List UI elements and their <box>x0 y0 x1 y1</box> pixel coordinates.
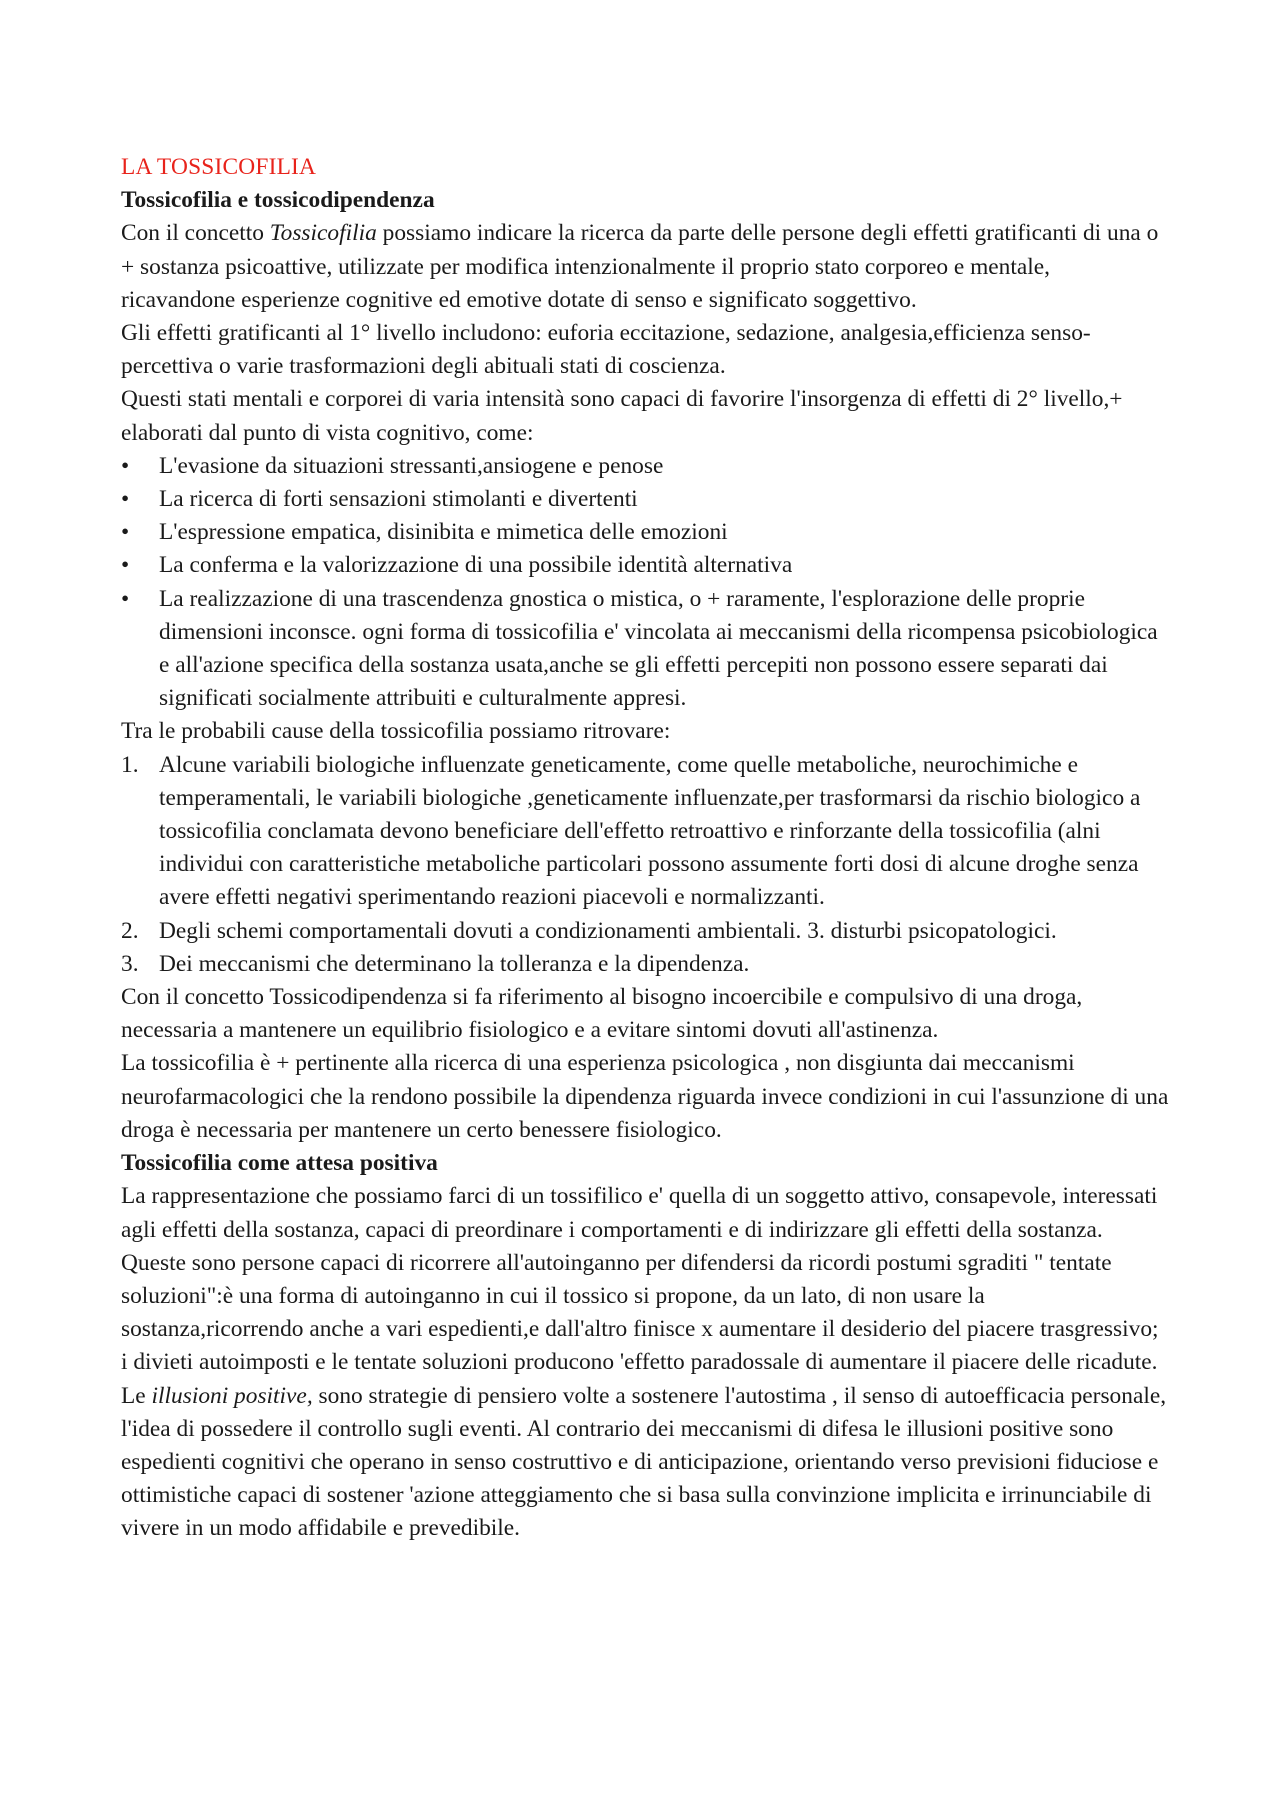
list-item <box>121 948 1170 981</box>
list-item-text: Degli schemi comportamentali dovuti a condizionamenti ambientali. 3. disturbi psicopatologici. <box>159 917 1057 944</box>
list-item <box>121 749 1170 915</box>
list-item-text: Dei meccanismi che determinano la tolleranza e la dipendenza. <box>159 950 750 977</box>
bullet-marker: • <box>121 552 130 579</box>
bullet-marker: • <box>121 452 130 479</box>
attesa-positiva-paragraph <box>121 1180 1170 1545</box>
intro-text-post: possiamo indicare la ricerca da parte delle persone degli effetti gratificanti di una o + sostanza psicoattive, utilizzate per modifica intenzionalmente il proprio stato corporeo e mentale, ricavandone esperienze cognitive ed emotive dotate di senso e significato soggettivo. <box>121 220 1159 313</box>
list-item <box>121 516 1170 549</box>
effects-bullet-list <box>121 450 1170 716</box>
tossicofilia-vs-dipendenza-paragraph: La tossicofilia è + pertinente alla ricerca di una esperienza psicologica , non disgiunta dai meccanismi neurofarmacologici che la rendono possibile la dipendenza riguarda invece condizioni in cui l'assunzione di una droga è necessaria per mantenere un certo benessere fisiologico. <box>121 1050 1169 1143</box>
list-item <box>121 915 1170 948</box>
attesa-text-post: sono strategie di pensiero volte a sostenere l'autostima , il senso di autoefficacia personale, l'idea di possedere il controllo sugli eventi. Al contrario dei meccanismi di difesa le illusioni positive sono espedienti cognitivi che operano in senso costruttivo e di anticipazione, orientando verso previsioni fiduciose e ottimistiche capaci di sostener 'azione atteggiamento che si basa sulla convinzione implicita e irrinunciabile di vivere in un modo affidabile e prevedibile. <box>121 1382 1167 1542</box>
causes-intro-paragraph: Tra le probabili cause della tossicofilia possiamo ritrovare: <box>121 718 671 745</box>
intro-text-pre: Con il concetto <box>121 220 270 247</box>
causes-numbered-list <box>121 749 1170 981</box>
number-marker: 1. <box>121 751 139 778</box>
section-heading-attesa-positiva: Tossicofilia come attesa positiva <box>121 1150 438 1177</box>
intro-term-tossicofilia: Tossicofilia <box>269 220 377 247</box>
list-item-text: L'espressione empatica, disinibita e mimetica delle emozioni <box>159 519 728 546</box>
term-illusioni-positive: illusioni positive, <box>151 1382 313 1409</box>
list-item <box>121 450 1170 483</box>
list-item <box>121 549 1170 582</box>
list-item <box>121 583 1170 716</box>
number-marker: 2. <box>121 917 139 944</box>
list-item-text: La realizzazione di una trascendenza gnostica o mistica, o + raramente, l'esplorazione delle proprie dimensioni inconsce. ogni forma di tossicofilia e' vincolata ai meccanismi della ricompensa psicobiologica e all'azione specifica della sostanza usata,anche se gli effetti percepiti non possono essere separati dai significati socialmente attribuiti e culturalmente appresi. <box>159 585 1158 712</box>
number-marker: 3. <box>121 950 139 977</box>
bullet-marker: • <box>121 486 130 513</box>
section-heading-tossicofilia-tossicodipendenza: Tossicofilia e tossicodipendenza <box>121 187 435 214</box>
bullet-marker: • <box>121 585 130 612</box>
bullet-marker: • <box>121 519 130 546</box>
effects-second-level-paragraph: Questi stati mentali e corporei di varia intensità sono capaci di favorire l'insorgenza di effetti di 2° livello,+ elaborati dal punto di vista cognitivo, come: <box>121 386 1123 446</box>
attesa-text-pre: La rappresentazione che possiamo farci di un tossifilico e' quella di un soggetto attivo, consapevole, interessati agli effetti della sostanza, capaci di preordinare i comportamenti e di indirizzare gli effetti della sostanza. Queste sono persone capaci di ricorrere all'autoinganno per difendersi da ricordi postumi sgraditi " tentate soluzioni":è una forma di autoinganno in cui il tossico si propone, da un lato, di non usare la sostanza,ricorrendo anche a vari espedienti,e dall'altro finisce x aumentare il desiderio del piacere trasgressivo; i divieti autoimposti e le tentate soluzioni producono 'effetto paradossale di aumentare il piacere delle ricadute. Le <box>121 1183 1159 1409</box>
list-item-text: Alcune variabili biologiche influenzate geneticamente, come quelle metaboliche, neurochimiche e temperamentali, le variabili biologiche ,geneticamente influenzate,per trasformarsi da rischio biologico a tossicofilia conclamata devono beneficiare dell'effetto retroattivo e rinforzante della tossicofilia (alni individui con caratteristiche metaboliche particolari possono assumente forti dosi di alcune droghe senza avere effetti negativi sperimentando reazioni piacevoli e normalizzanti. <box>159 751 1141 911</box>
list-item-text: L'evasione da situazioni stressanti,ansiogene e penose <box>159 452 664 479</box>
document-title: LA TOSSICOFILIA <box>121 154 317 180</box>
list-item <box>121 483 1170 516</box>
list-item-text: La conferma e la valorizzazione di una possibile identità alternativa <box>159 552 793 579</box>
effects-first-level-paragraph: Gli effetti gratificanti al 1° livello includono: euforia eccitazione, sedazione, analgesia,efficienza senso- percettiva o varie trasformazioni degli abituali stati di coscienza. <box>121 320 1091 380</box>
list-item-text: La ricerca di forti sensazioni stimolanti e divertenti <box>159 486 638 513</box>
tossicodipendenza-paragraph: Con il concetto Tossicodipendenza si fa riferimento al bisogno incoercibile e compulsivo di una droga, necessaria a mantenere un equilibrio fisiologico e a evitare sintomi dovuti all'astinenza. <box>121 984 1083 1044</box>
intro-paragraph <box>121 217 1170 317</box>
